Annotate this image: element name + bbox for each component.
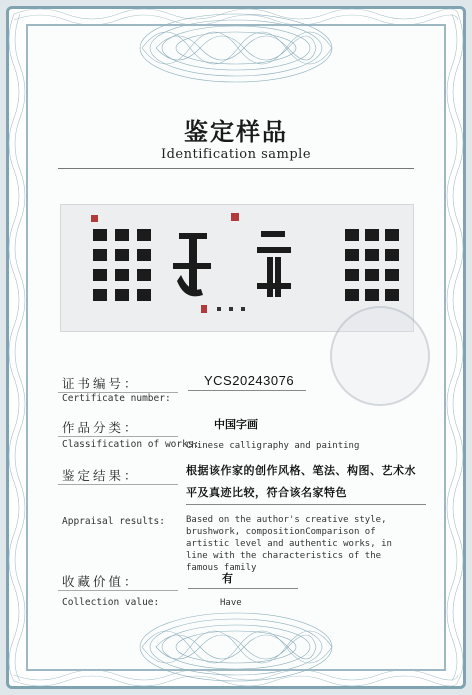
- appraisal-label-rule: [58, 484, 178, 485]
- certificate-label-en: Certificate number:: [62, 393, 171, 404]
- appraisal-label-zh: 鉴定结果：: [62, 468, 140, 483]
- classification-value-zh: 中国字画: [214, 418, 258, 431]
- certificate-label-zh: 证书编号：: [62, 376, 140, 391]
- collection-value-en: Have: [220, 598, 242, 608]
- title-divider: [58, 168, 414, 169]
- appraisal-value-rule: [186, 504, 426, 505]
- appraisal-value-en: Based on the author's creative style, brushwork, compositionComparison of artistic level and authentic works, in line with the characteristics of the famous family: [186, 515, 392, 573]
- page-title: 鉴定样品: [184, 117, 288, 146]
- top-guilloche-ornament: [136, 10, 336, 86]
- certificate-value-rule: [188, 390, 306, 391]
- appraisal-label-en: Appraisal results:: [62, 516, 165, 527]
- collection-label-zh: 收藏价值：: [62, 574, 140, 589]
- appraisal-value-zh: 根据该作家的创作风格、笔法、构图、艺术水平及真迹比较，符合该名家特色: [186, 464, 416, 499]
- bottom-guilloche-ornament: [136, 609, 336, 685]
- classification-label-rule: [58, 436, 178, 437]
- collection-label-en: Collection value:: [62, 597, 160, 608]
- certificate-number: YCS20243076: [204, 373, 295, 388]
- classification-label-zh: 作品分类：: [62, 420, 140, 435]
- collection-value-zh: 有: [222, 572, 233, 585]
- classification-label-en: Classification of works:: [62, 439, 200, 450]
- page-subtitle: Identification sample: [160, 147, 312, 162]
- watermark-seal: [330, 306, 430, 406]
- collection-label-rule: [58, 590, 178, 591]
- collection-value-rule: [188, 588, 298, 589]
- classification-value-en: Chinese calligraphy and painting: [186, 441, 360, 451]
